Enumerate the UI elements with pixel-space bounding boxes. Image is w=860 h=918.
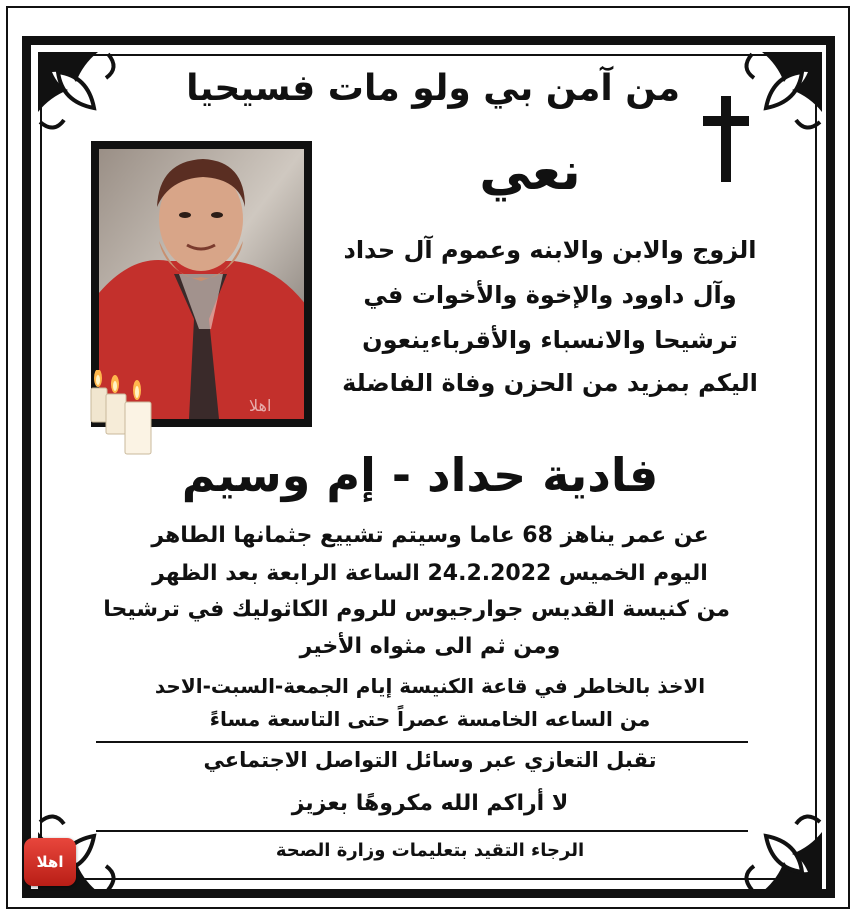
deceased-name: فادية حداد - إم وسيم (181, 448, 659, 502)
social-note: تقبل التعازي عبر وسائل التواصل الاجتماعي (203, 748, 657, 772)
ornament-corner-top-left (28, 42, 138, 152)
cross-icon (703, 96, 749, 182)
divider (96, 830, 748, 832)
ahla-logo (24, 838, 76, 886)
divider (96, 741, 748, 743)
intro-line: الزوج والابن والابنه وعموم آل حداد (343, 236, 757, 264)
intro-line: اليكم بمزيد من الحزن وفاة الفاضلة (342, 369, 758, 397)
logo-text: اهلا (36, 853, 64, 871)
ornament-corner-bottom-right (722, 792, 832, 902)
health-note: الرجاء التقيد بتعليمات وزارة الصحة (275, 840, 585, 861)
verse-heading: من آمن بي ولو مات فسيحيا (186, 68, 680, 109)
photo-watermark: اهلا (249, 396, 272, 415)
intro-line: ترشيحا والانسباء والأقرباءينعون (362, 326, 738, 354)
candles-icon (84, 370, 156, 460)
condolence-line: الاخذ بالخاطر في قاعة الكنيسة إيام الجمعة-السبت-الاحد (154, 674, 706, 698)
details-line: اليوم الخميس 24.2.2022 الساعة الرابعة بعد الظهر (152, 561, 708, 586)
condolence-line: من الساعه الخامسة عصراً حتى التاسعة مساءً (209, 707, 651, 731)
details-line: من كنيسة القديس جوارجيوس للروم الكاثوليك في ترشيحا (103, 597, 730, 622)
page-title: نعي (479, 142, 581, 202)
intro-line: وآل داوود والإخوة والأخوات في (363, 281, 737, 309)
blessing: لا أراكم الله مكروهًا بعزيز (291, 791, 569, 816)
details-line: عن عمر يناهز 68 عاما وسيتم تشييع جثمانها الطاهر (151, 523, 709, 548)
details-line: ومن ثم الى مثواه الأخير (299, 634, 561, 659)
